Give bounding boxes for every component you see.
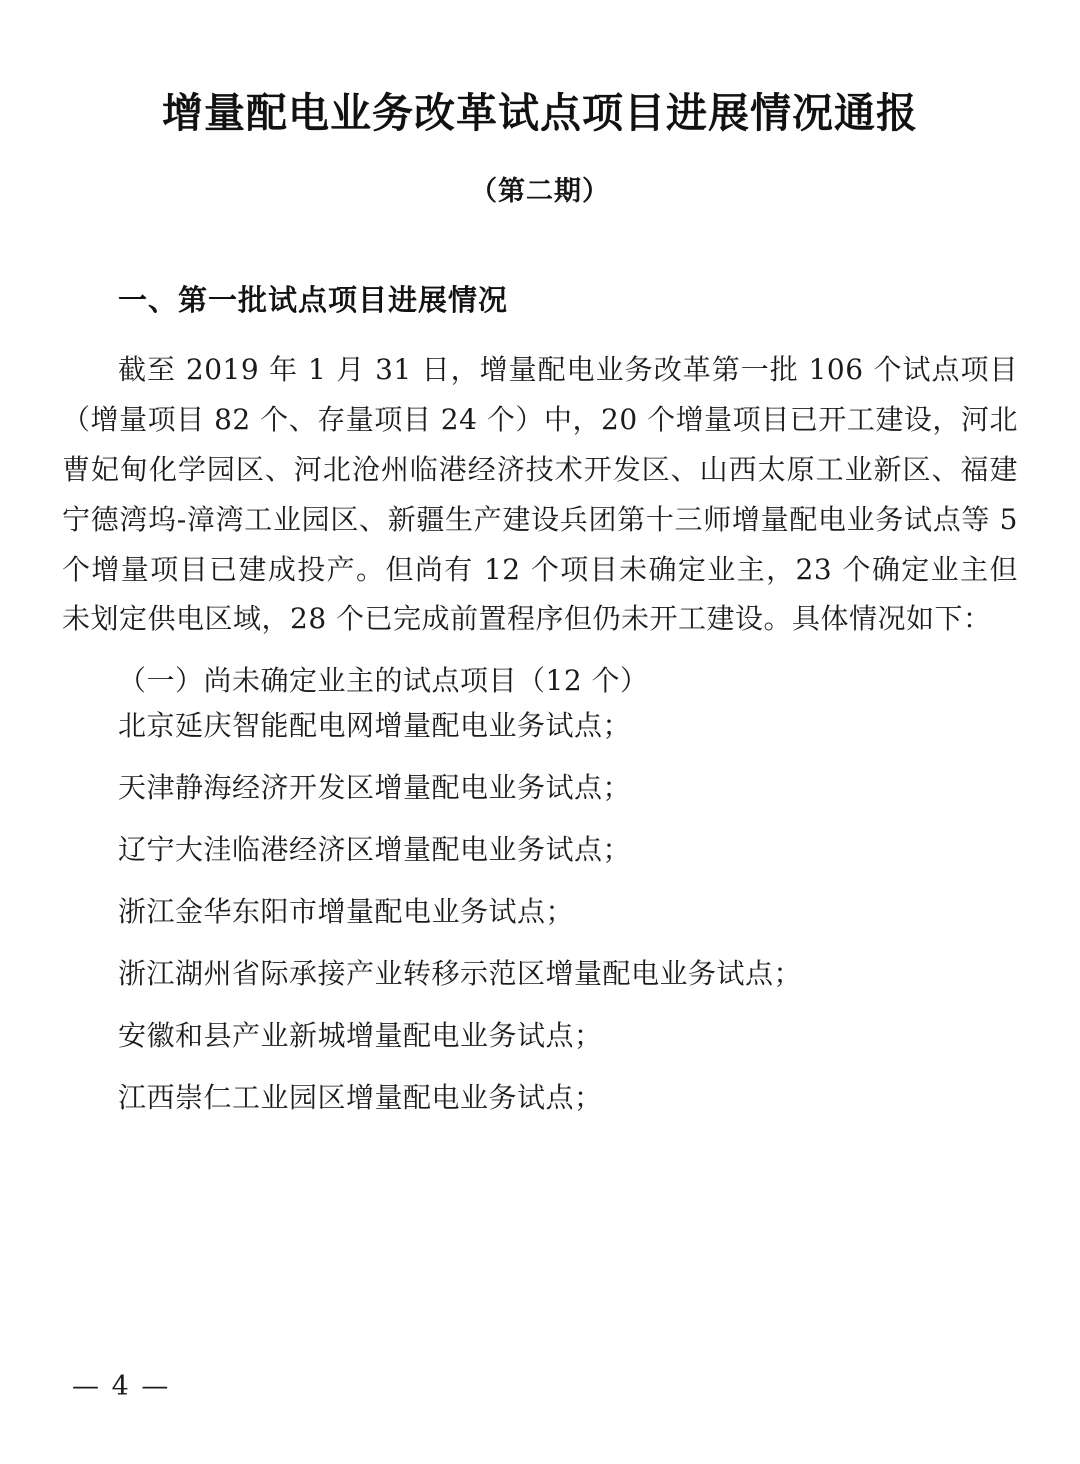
list-item: 浙江金华东阳市增量配电业务试点； [118, 895, 575, 929]
body-paragraph: 截至 2019 年 1 月 31 日，增量配电业务改革第一批 106 个试点项目（增量项目 82 个、存量项目 24 个）中，20 个增量项目已开工建设，河北曹妃甸化学园区、河北沧州临港经济技术开发区、山西太原工业新区、福建宁德湾坞-漳湾工业园区、新疆生产建设兵团第十三师增量配电业务试点等 5 个增量项目已建成投产。但尚有 12 个项目未确定业主，23 个确定业主但未划定供电区域，28 个已完成前置程序但仍未开工建设。具体情况如下： [62, 353, 1018, 636]
page-number: — 4 — [72, 1371, 171, 1402]
list-item: 浙江湖州省际承接产业转移示范区增量配电业务试点； [118, 957, 803, 991]
list-item: 江西崇仁工业园区增量配电业务试点； [118, 1081, 603, 1115]
list-item: 辽宁大洼临港经济区增量配电业务试点； [118, 833, 632, 867]
page-title: 增量配电业务改革试点项目进展情况通报 [162, 89, 918, 137]
document-body [62, 208, 1018, 1115]
page-subtitle: （第二期） [470, 176, 610, 208]
subsection-heading: （一）尚未确定业主的试点项目（12 个） [118, 664, 649, 698]
project-list [62, 709, 1018, 1115]
list-item: 安徽和县产业新城增量配电业务试点； [118, 1019, 603, 1053]
section-heading: 一、第一批试点项目进展情况 [118, 283, 509, 318]
list-item: 天津静海经济开发区增量配电业务试点； [118, 771, 632, 805]
list-item: 北京延庆智能配电网增量配电业务试点； [118, 709, 632, 743]
